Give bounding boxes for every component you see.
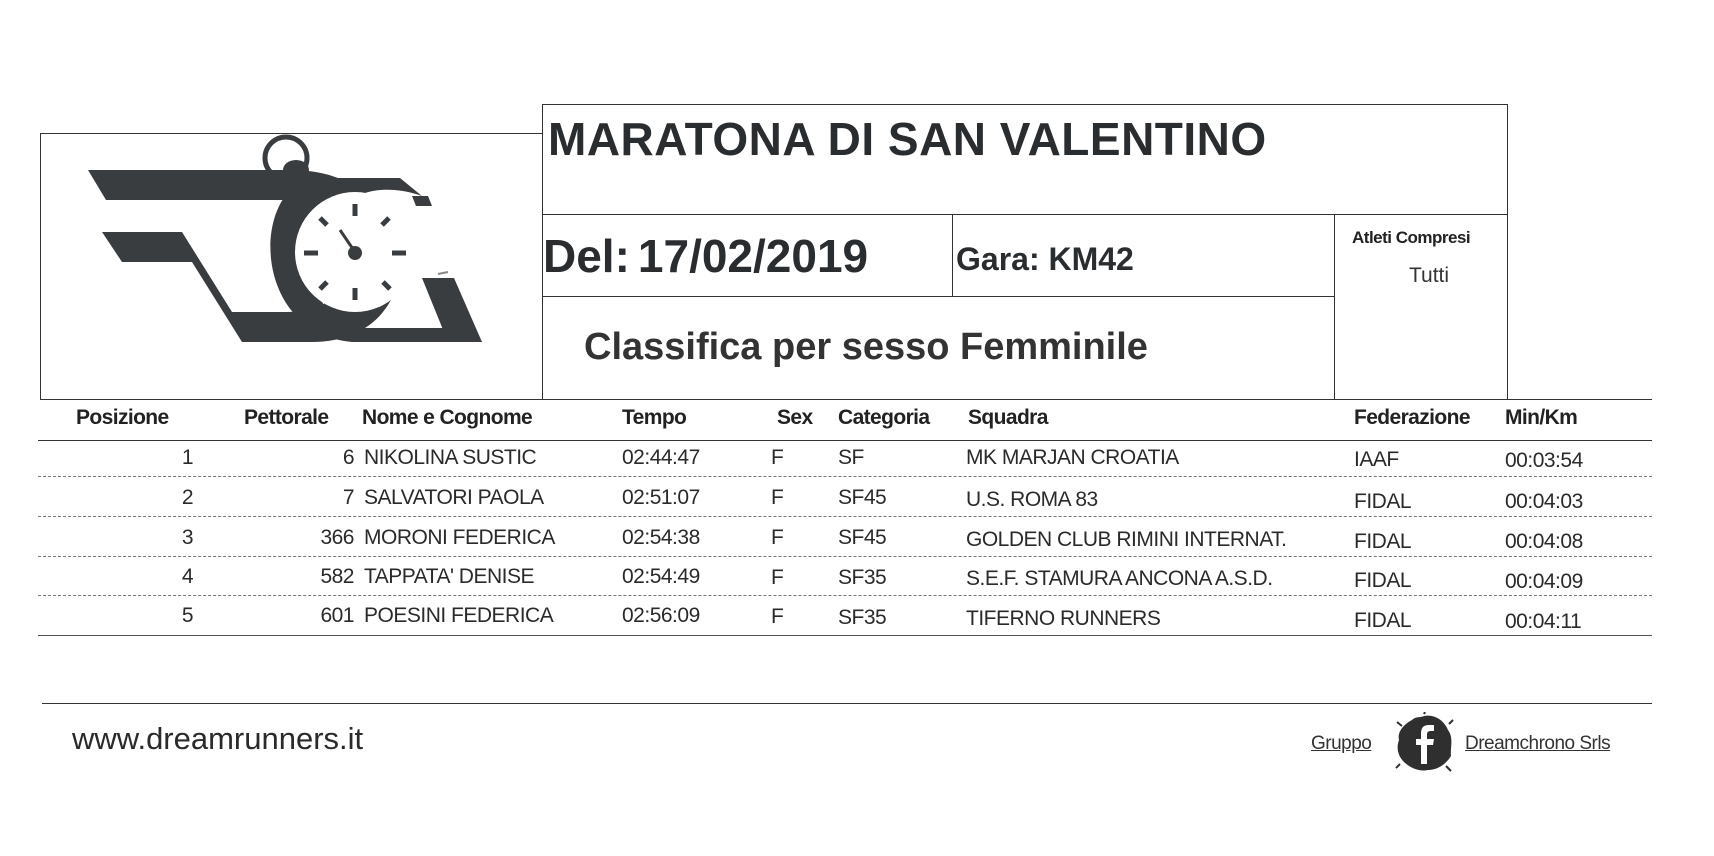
row-sex: F xyxy=(771,446,784,469)
date-row xyxy=(543,229,868,283)
row-team: GOLDEN CLUB RIMINI INTERNAT. xyxy=(966,528,1287,551)
frame-line xyxy=(542,214,1508,215)
column-header-pettorale: Pettorale xyxy=(244,406,329,429)
ranking-subtitle: Classifica per sesso Femminile xyxy=(584,326,1148,368)
race-date: 17/02/2019 xyxy=(637,230,869,282)
column-header-federazione: Federazione xyxy=(1354,406,1470,429)
row-team: TIFERNO RUNNERS xyxy=(966,607,1161,630)
row-name: POESINI FEDERICA xyxy=(364,604,554,627)
frame-line xyxy=(40,133,41,399)
table-bottom-line xyxy=(38,635,1652,636)
frame-line xyxy=(40,399,1652,400)
row-position: 3 xyxy=(181,526,193,549)
gara-label: Gara: xyxy=(956,241,1040,277)
row-sex: F xyxy=(771,605,784,628)
footer-divider xyxy=(42,703,1652,704)
row-pace: 00:04:03 xyxy=(1505,490,1583,513)
row-category: SF xyxy=(838,446,864,469)
row-bib: 601 xyxy=(320,604,354,627)
race-type xyxy=(956,241,1134,278)
row-time: 02:51:07 xyxy=(622,486,700,509)
row-category: SF35 xyxy=(838,606,887,629)
row-divider xyxy=(38,595,1652,596)
row-federation: FIDAL xyxy=(1354,569,1412,592)
frame-line xyxy=(952,214,953,296)
row-federation: FIDAL xyxy=(1354,490,1412,513)
row-name: NIKOLINA SUSTIC xyxy=(364,446,537,469)
row-bib: 582 xyxy=(320,565,354,588)
row-pace: 00:04:11 xyxy=(1505,610,1582,633)
row-time: 02:54:49 xyxy=(622,565,700,588)
row-position: 1 xyxy=(181,446,193,469)
header-underline xyxy=(38,440,1652,441)
row-name: SALVATORI PAOLA xyxy=(364,486,544,509)
row-bib: 366 xyxy=(320,526,354,549)
frame-line xyxy=(1334,214,1335,399)
row-time: 02:56:09 xyxy=(622,604,700,627)
row-sex: F xyxy=(771,486,784,509)
row-federation: IAAF xyxy=(1354,448,1399,471)
row-name: TAPPATA' DENISE xyxy=(364,565,534,588)
row-position: 4 xyxy=(181,565,193,588)
facebook-icon[interactable] xyxy=(1394,712,1454,774)
column-header-min-km: Min/Km xyxy=(1505,406,1578,429)
column-header-squadra: Squadra xyxy=(968,406,1048,429)
date-label: Del: xyxy=(543,230,630,282)
row-category: SF45 xyxy=(838,486,887,509)
row-divider xyxy=(38,476,1652,477)
column-header-posizione: Posizione xyxy=(76,406,169,429)
race-title: MARATONA DI SAN VALENTINO xyxy=(548,113,1267,165)
atleti-value: Tutti xyxy=(1409,264,1450,287)
row-time: 02:44:47 xyxy=(622,446,700,469)
row-pace: 00:04:09 xyxy=(1505,570,1583,593)
atleti-label: Atleti Compresi xyxy=(1352,228,1471,247)
row-bib: 7 xyxy=(342,486,354,509)
row-federation: FIDAL xyxy=(1354,609,1412,632)
row-team: S.E.F. STAMURA ANCONA A.S.D. xyxy=(966,567,1273,590)
row-pace: 00:04:08 xyxy=(1505,530,1583,553)
company-link[interactable]: Dreamchrono Srls xyxy=(1465,733,1611,754)
row-category: SF45 xyxy=(838,526,887,549)
row-divider xyxy=(38,516,1652,517)
row-category: SF35 xyxy=(838,566,887,589)
gara-value: KM42 xyxy=(1048,241,1134,277)
group-link[interactable]: Gruppo xyxy=(1311,733,1372,754)
dreamchrono-logo xyxy=(82,132,492,352)
row-team: U.S. ROMA 83 xyxy=(966,488,1098,511)
row-divider xyxy=(38,556,1652,557)
column-header-nome: Nome e Cognome xyxy=(362,406,533,429)
row-sex: F xyxy=(771,526,784,549)
column-header-sex: Sex xyxy=(777,406,813,429)
frame-line xyxy=(1507,104,1508,399)
column-header-categoria: Categoria xyxy=(838,406,930,429)
row-name: MORONI FEDERICA xyxy=(364,526,555,549)
website-link[interactable]: www.dreamrunners.it xyxy=(72,721,364,756)
frame-line xyxy=(542,104,1508,105)
column-header-tempo: Tempo xyxy=(622,406,687,429)
row-pace: 00:03:54 xyxy=(1505,449,1583,472)
frame-line xyxy=(542,296,1334,297)
row-team: MK MARJAN CROATIA xyxy=(966,446,1179,469)
row-position: 5 xyxy=(181,604,193,627)
row-sex: F xyxy=(771,566,784,589)
row-position: 2 xyxy=(181,486,193,509)
row-bib: 6 xyxy=(342,446,354,469)
row-time: 02:54:38 xyxy=(622,526,700,549)
row-federation: FIDAL xyxy=(1354,530,1412,553)
